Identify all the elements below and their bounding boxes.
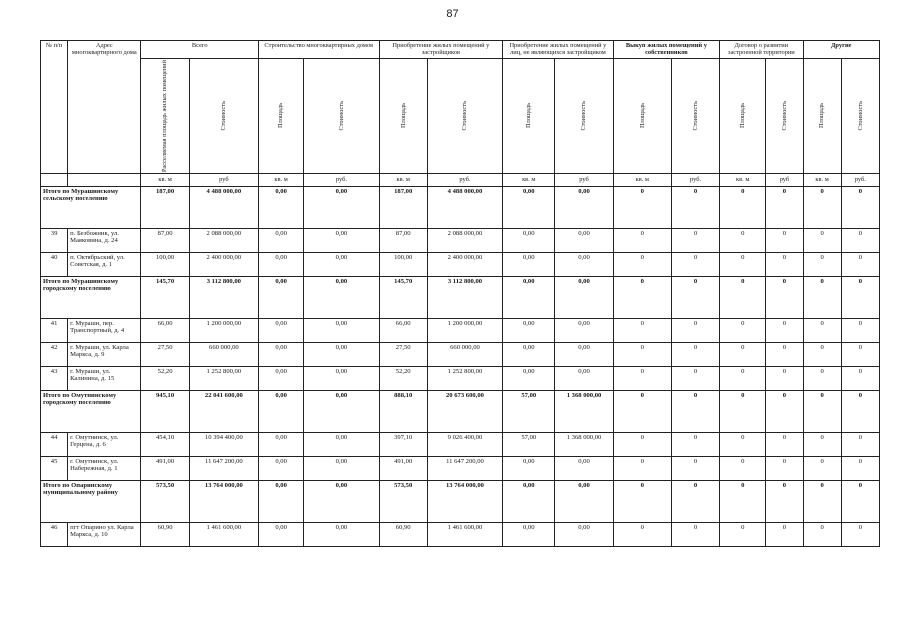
subheader-label: Площадь [818, 103, 826, 129]
subheader-label: Площадь [277, 103, 285, 129]
value-cell: 0 [613, 228, 671, 252]
table-row [41, 366, 880, 390]
value-cell: 0 [720, 456, 766, 480]
value-cell: 0 [671, 318, 719, 342]
value-cell: 0,00 [304, 456, 379, 480]
value-cell: 0 [841, 432, 879, 456]
value-cell: 454,10 [141, 432, 189, 456]
header-group-row [41, 41, 880, 59]
value-cell: 52,20 [141, 366, 189, 390]
value-cell: 0,00 [555, 342, 613, 366]
value-cell: 0,00 [503, 252, 555, 276]
value-cell: 0 [803, 276, 841, 318]
subheader-row [41, 58, 880, 173]
value-cell: 0,00 [304, 366, 379, 390]
value-cell: 0,00 [503, 522, 555, 546]
row-address: п. Безбожник, ул. Маяковина, д. 24 [68, 228, 141, 252]
value-cell: 3 112 800,00 [427, 276, 502, 318]
subheader-cell [379, 58, 427, 173]
subtotal-label: Итого по Мурашинскому сельскому поселению [41, 186, 141, 228]
value-cell: 0 [613, 252, 671, 276]
unit-cell: руб [766, 173, 803, 186]
value-cell: 0 [766, 228, 803, 252]
value-cell: 0 [841, 456, 879, 480]
value-cell: 3 112 800,00 [189, 276, 258, 318]
value-cell: 87,00 [379, 228, 427, 252]
value-cell: 0 [766, 480, 803, 522]
value-cell: 9 026 400,00 [427, 432, 502, 456]
value-cell: 27,50 [141, 342, 189, 366]
subheader-label: Площадь [638, 103, 646, 129]
value-cell: 0 [720, 522, 766, 546]
unit-cell: руб [189, 173, 258, 186]
row-address: п. Октябрьский, ул. Советская, д. 1 [68, 252, 141, 276]
value-cell: 27,50 [379, 342, 427, 366]
value-cell: 0 [671, 480, 719, 522]
value-cell: 2 400 000,00 [189, 252, 258, 276]
table-row [41, 252, 880, 276]
value-cell: 0 [671, 252, 719, 276]
value-cell: 52,20 [379, 366, 427, 390]
row-number: 45 [41, 456, 68, 480]
page-number: 87 [446, 8, 459, 20]
subheader-cell [304, 58, 379, 173]
unit-cell: руб. [427, 173, 502, 186]
value-cell: 491,00 [141, 456, 189, 480]
value-cell: 0,00 [555, 522, 613, 546]
value-cell: 0,00 [503, 456, 555, 480]
col-address-header: Адрес многоквартирного дома [68, 41, 141, 174]
value-cell: 0 [613, 318, 671, 342]
value-cell: 0,00 [503, 342, 555, 366]
value-cell: 0 [720, 390, 766, 432]
unit-cell: руб [555, 173, 613, 186]
value-cell: 22 041 600,00 [189, 390, 258, 432]
group-buyout-header: Выкуп жилых помещений у собственников [613, 41, 719, 59]
unit-cell: кв. м [379, 173, 427, 186]
unit-cell: кв. м [259, 173, 304, 186]
value-cell: 0 [803, 480, 841, 522]
value-cell: 0,00 [304, 186, 379, 228]
value-cell: 573,50 [141, 480, 189, 522]
group-total-header: Всего [141, 41, 259, 59]
value-cell: 0 [613, 390, 671, 432]
value-cell: 0 [613, 480, 671, 522]
value-cell: 0,00 [555, 252, 613, 276]
value-cell: 0 [671, 366, 719, 390]
value-cell: 888,10 [379, 390, 427, 432]
unit-cell-empty [68, 173, 141, 186]
value-cell: 1 461 600,00 [427, 522, 502, 546]
row-number: 43 [41, 366, 68, 390]
value-cell: 60,90 [141, 522, 189, 546]
value-cell: 0 [613, 186, 671, 228]
value-cell: 0,00 [304, 480, 379, 522]
value-cell: 0 [720, 252, 766, 276]
subheader-label: Стоимость [461, 101, 469, 131]
col-index-header: № п/п [41, 41, 68, 174]
value-cell: 0,00 [259, 342, 304, 366]
value-cell: 1 368 000,00 [555, 390, 613, 432]
value-cell: 0,00 [555, 228, 613, 252]
subheader-label: Стоимость [337, 101, 345, 131]
value-cell: 0,00 [304, 252, 379, 276]
subtotal-label: Итого по Омутнинскому городскому поселению [41, 390, 141, 432]
value-cell: 0 [720, 432, 766, 456]
value-cell: 0 [803, 390, 841, 432]
subheader-cell [555, 58, 613, 173]
row-number: 39 [41, 228, 68, 252]
value-cell: 0,00 [555, 480, 613, 522]
value-cell: 0,00 [304, 432, 379, 456]
unit-cell: кв. м [613, 173, 671, 186]
value-cell: 0 [803, 456, 841, 480]
value-cell: 0 [671, 456, 719, 480]
subheader-label: Стоимость [580, 101, 588, 131]
row-address: г. Мураши, пер. Транспортный, д. 4 [68, 318, 141, 342]
subheader-cell [189, 58, 258, 173]
row-number: 41 [41, 318, 68, 342]
value-cell: 0 [613, 432, 671, 456]
table-row [41, 432, 880, 456]
value-cell: 0,00 [503, 366, 555, 390]
value-cell: 187,00 [379, 186, 427, 228]
value-cell: 0,00 [259, 456, 304, 480]
table-header [41, 41, 880, 187]
unit-cell-empty [41, 173, 68, 186]
row-address: г. Мураши, ул. Калинина, д. 15 [68, 366, 141, 390]
subheader-label: Площадь [525, 103, 533, 129]
table-row [41, 522, 880, 546]
value-cell: 145,70 [141, 276, 189, 318]
table-body [41, 186, 880, 546]
value-cell: 0 [671, 522, 719, 546]
value-cell: 0 [803, 366, 841, 390]
value-cell: 0 [841, 276, 879, 318]
value-cell: 0 [613, 456, 671, 480]
value-cell: 0 [720, 318, 766, 342]
value-cell: 0,00 [503, 480, 555, 522]
subheader-cell [841, 58, 879, 173]
value-cell: 491,00 [379, 456, 427, 480]
row-address: г. Омутнинск, ул. Набережная, д. 1 [68, 456, 141, 480]
subtotal-label: Итого по Опаринскому муниципальному району [41, 480, 141, 522]
value-cell: 0 [766, 186, 803, 228]
value-cell: 1 252 800,00 [189, 366, 258, 390]
value-cell: 0 [766, 390, 803, 432]
unit-cell: кв. м [141, 173, 189, 186]
value-cell: 11 647 200,00 [189, 456, 258, 480]
value-cell: 187,00 [141, 186, 189, 228]
value-cell: 0,00 [555, 318, 613, 342]
value-cell: 660 000,00 [427, 342, 502, 366]
unit-cell: руб. [304, 173, 379, 186]
subheader-cell [259, 58, 304, 173]
value-cell: 1 252 800,00 [427, 366, 502, 390]
value-cell: 0 [841, 522, 879, 546]
value-cell: 0 [720, 342, 766, 366]
value-cell: 0,00 [304, 390, 379, 432]
value-cell: 0 [720, 186, 766, 228]
value-cell: 0 [613, 276, 671, 318]
subheader-cell [427, 58, 502, 173]
subheader-label: Площадь [399, 103, 407, 129]
value-cell: 57,00 [503, 432, 555, 456]
value-cell: 0 [841, 480, 879, 522]
value-cell: 145,70 [379, 276, 427, 318]
value-cell: 0,00 [503, 186, 555, 228]
row-address: пгт Опарино ул. Карла Маркса, д. 10 [68, 522, 141, 546]
table-row [41, 228, 880, 252]
value-cell: 0 [671, 228, 719, 252]
value-cell: 2 088 000,00 [189, 228, 258, 252]
row-number: 44 [41, 432, 68, 456]
value-cell: 66,00 [379, 318, 427, 342]
value-cell: 0 [841, 252, 879, 276]
value-cell: 0 [803, 228, 841, 252]
value-cell: 0 [803, 186, 841, 228]
value-cell: 0,00 [259, 252, 304, 276]
value-cell: 0 [671, 276, 719, 318]
subheader-cell [671, 58, 719, 173]
subheader-label: Стоимость [856, 101, 864, 131]
subheader-cell [613, 58, 671, 173]
row-number: 40 [41, 252, 68, 276]
value-cell: 10 394 400,00 [189, 432, 258, 456]
value-cell: 0,00 [259, 522, 304, 546]
value-cell: 0 [613, 342, 671, 366]
value-cell: 0 [766, 252, 803, 276]
value-cell: 0 [766, 456, 803, 480]
row-address: г. Омутнинск, ул. Герцена, д. 6 [68, 432, 141, 456]
value-cell: 0 [613, 522, 671, 546]
value-cell: 0 [766, 276, 803, 318]
value-cell: 0,00 [555, 276, 613, 318]
value-cell: 0,00 [304, 276, 379, 318]
value-cell: 0 [841, 366, 879, 390]
value-cell: 0 [766, 318, 803, 342]
value-cell: 13 764 000,00 [427, 480, 502, 522]
subheader-label: Стоимость [780, 101, 788, 131]
value-cell: 0,00 [259, 366, 304, 390]
value-cell: 100,00 [141, 252, 189, 276]
value-cell: 0 [720, 480, 766, 522]
value-cell: 0 [803, 318, 841, 342]
value-cell: 0 [671, 186, 719, 228]
table-row [41, 342, 880, 366]
value-cell: 0 [671, 432, 719, 456]
value-cell: 945,10 [141, 390, 189, 432]
value-cell: 0,00 [304, 318, 379, 342]
subtotal-row [41, 186, 880, 228]
value-cell: 66,00 [141, 318, 189, 342]
value-cell: 0,00 [304, 342, 379, 366]
resettlement-table [40, 40, 880, 547]
table-row [41, 318, 880, 342]
value-cell: 0,00 [555, 186, 613, 228]
table-row [41, 456, 880, 480]
value-cell: 0,00 [259, 318, 304, 342]
subtotal-row [41, 390, 880, 432]
value-cell: 11 647 200,00 [427, 456, 502, 480]
subtotal-row [41, 480, 880, 522]
subheader-cell [503, 58, 555, 173]
unit-cell: руб. [671, 173, 719, 186]
value-cell: 0 [720, 276, 766, 318]
subheader-label: Стоимость [220, 101, 228, 131]
value-cell: 57,00 [503, 390, 555, 432]
value-cell: 0 [841, 318, 879, 342]
value-cell: 100,00 [379, 252, 427, 276]
value-cell: 0 [766, 366, 803, 390]
value-cell: 0,00 [259, 480, 304, 522]
value-cell: 0 [803, 522, 841, 546]
value-cell: 0 [720, 366, 766, 390]
value-cell: 1 368 000,00 [555, 432, 613, 456]
unit-cell: кв. м [503, 173, 555, 186]
unit-row [41, 173, 880, 186]
subheader-cell [803, 58, 841, 173]
value-cell: 0 [803, 432, 841, 456]
value-cell: 0 [766, 432, 803, 456]
value-cell: 0,00 [259, 276, 304, 318]
value-cell: 0 [841, 186, 879, 228]
value-cell: 0,00 [555, 456, 613, 480]
subheader-cell [141, 58, 189, 173]
value-cell: 4 488 000,00 [189, 186, 258, 228]
subtotal-row [41, 276, 880, 318]
value-cell: 0,00 [259, 186, 304, 228]
group-construction-header: Строительство многоквартирных домов [259, 41, 380, 59]
group-developer-purchase-header: Приобретение жилых помещений у застройщиков [379, 41, 503, 59]
value-cell: 0,00 [503, 276, 555, 318]
subheader-cell [720, 58, 766, 173]
value-cell: 0 [720, 228, 766, 252]
value-cell: 1 461 600,00 [189, 522, 258, 546]
value-cell: 4 488 000,00 [427, 186, 502, 228]
value-cell: 0,00 [503, 228, 555, 252]
row-number: 42 [41, 342, 68, 366]
value-cell: 0,00 [259, 228, 304, 252]
row-address: г. Мураши, ул. Карла Маркса, д. 9 [68, 342, 141, 366]
value-cell: 0 [803, 252, 841, 276]
value-cell: 0,00 [259, 432, 304, 456]
value-cell: 87,00 [141, 228, 189, 252]
value-cell: 397,10 [379, 432, 427, 456]
value-cell: 1 200 000,00 [189, 318, 258, 342]
group-development-agreement-header: Договор о развитии застроенной территории [720, 41, 803, 59]
value-cell: 0 [803, 342, 841, 366]
subheader-label: Площадь [739, 103, 747, 129]
value-cell: 0 [766, 522, 803, 546]
unit-cell: кв. м [720, 173, 766, 186]
subheader-cell [766, 58, 803, 173]
subheader-label: Стоимость [691, 101, 699, 131]
value-cell: 60,90 [379, 522, 427, 546]
value-cell: 0 [841, 228, 879, 252]
value-cell: 0 [671, 342, 719, 366]
subheader-label: Расселяемая площадь жилых помещений [161, 59, 169, 172]
value-cell: 0 [841, 390, 879, 432]
value-cell: 0 [613, 366, 671, 390]
value-cell: 1 200 000,00 [427, 318, 502, 342]
value-cell: 0 [766, 342, 803, 366]
value-cell: 0,00 [304, 228, 379, 252]
value-cell: 0,00 [304, 522, 379, 546]
unit-cell: руб. [841, 173, 879, 186]
value-cell: 20 673 600,00 [427, 390, 502, 432]
unit-cell: кв. м [803, 173, 841, 186]
value-cell: 573,50 [379, 480, 427, 522]
group-nondeveloper-purchase-header: Приобретение жилых помещений у лиц, не являющихся застройщиком [503, 41, 614, 59]
value-cell: 0,00 [555, 366, 613, 390]
value-cell: 0 [671, 390, 719, 432]
value-cell: 660 000,00 [189, 342, 258, 366]
value-cell: 13 764 000,00 [189, 480, 258, 522]
value-cell: 0,00 [259, 390, 304, 432]
group-other-header: Другие [803, 41, 879, 59]
row-number: 46 [41, 522, 68, 546]
value-cell: 0 [841, 342, 879, 366]
value-cell: 2 088 000,00 [427, 228, 502, 252]
value-cell: 2 400 000,00 [427, 252, 502, 276]
value-cell: 0,00 [503, 318, 555, 342]
subtotal-label: Итого по Мурашинскому городскому поселению [41, 276, 141, 318]
